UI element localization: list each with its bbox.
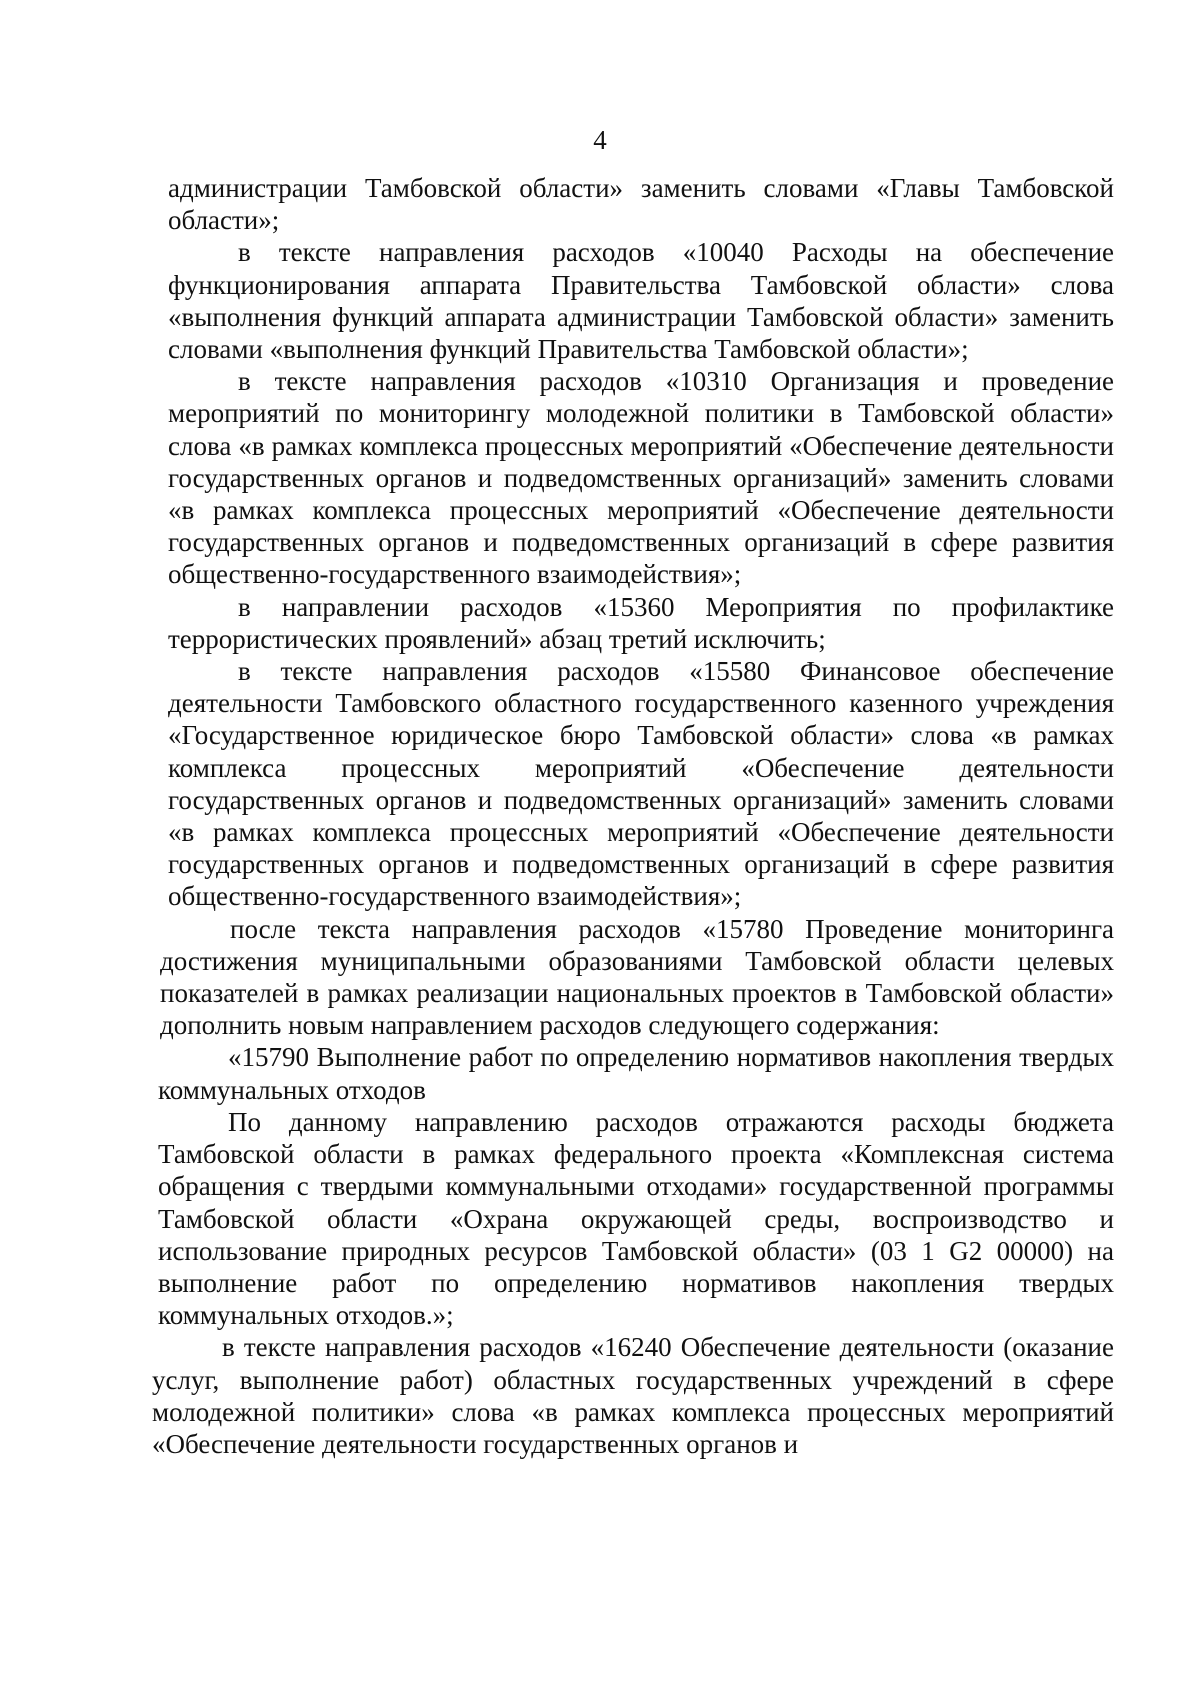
- paragraph-15790-description: По данному направлению расходов отражаются расходы бюджета Тамбовской области в рамках федерального проекта «Комплексная система обращения с твердыми коммунальными отходами» государственной программы Тамбовской области «Охрана окружающей среды, воспроизводство и использование природных ресурсов Тамбовской области» (03 1 G2 00000) на выполнение работ по определению нормативов накопления твердых коммунальных отходов.»;: [158, 1106, 1114, 1331]
- paragraph-continuation: администрации Тамбовской области» заменить словами «Главы Тамбовской области»;: [168, 173, 1114, 236]
- document-body: [152, 172, 1114, 1460]
- paragraph-10040: в тексте направления расходов «10040 Расходы на обеспечение функционирования аппарата Правительства Тамбовской области» слова «выполнения функций аппарата администрации Тамбовской области» заменить словами «выполнения функций Правительства Тамбовской области»;: [168, 237, 1114, 365]
- paragraph-10310: в тексте направления расходов «10310 Организация и проведение мероприятий по мониторингу молодежной политики в Тамбовской области» слова «в рамках комплекса процессных мероприятий «Обеспечение деятельности государственных органов и подведомственных организаций» заменить словами «в рамках комплекса процессных мероприятий «Обеспечение деятельности государственных органов и подведомственных организаций в сфере развития общественно-государственного взаимодействия»;: [168, 366, 1114, 590]
- paragraph-15580: в тексте направления расходов «15580 Финансовое обеспечение деятельности Тамбовского областного государственного казенного учреждения «Государственное юридическое бюро Тамбовской области» слова «в рамках комплекса процессных мероприятий «Обеспечение деятельности государственных органов и подведомственных организаций» заменить словами «в рамках комплекса процессных мероприятий «Обеспечение деятельности государственных органов и подведомственных организаций в сфере развития общественно-государственного взаимодействия»;: [168, 656, 1114, 912]
- paragraph-15790-title: «15790 Выполнение работ по определению нормативов накопления твердых коммунальных отходов: [158, 1042, 1114, 1105]
- paragraph-15360: в направлении расходов «15360 Мероприятия по профилактике террористических проявлений» абзац третий исключить;: [168, 591, 1114, 654]
- paragraph-16240: в тексте направления расходов «16240 Обеспечение деятельности (оказание услуг, выполнение работ) областных государственных учреждений в сфере молодежной политики» слова «в рамках комплекса процессных мероприятий «Обеспечение деятельности государственных органов и: [152, 1332, 1114, 1459]
- paragraph-15780: после текста направления расходов «15780 Проведение мониторинга достижения муниципальными образованиями Тамбовской области целевых показателей в рамках реализации национальных проектов в Тамбовской области» дополнить новым направлением расходов следующего содержания:: [160, 913, 1114, 1041]
- page-number: 4: [593, 125, 607, 155]
